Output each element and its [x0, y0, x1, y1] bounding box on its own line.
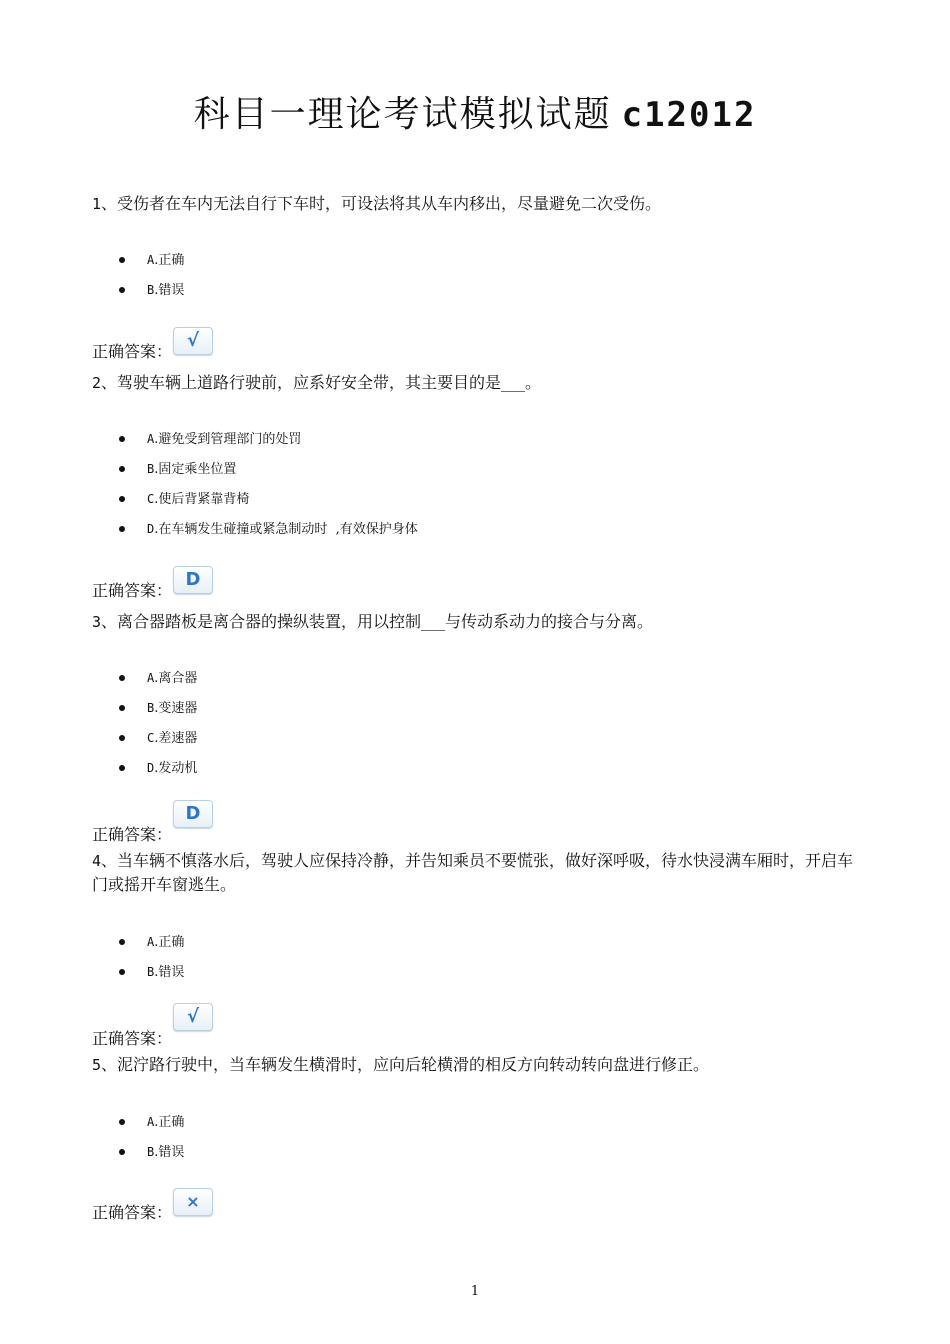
option-letter: B [147, 462, 155, 476]
question-2 [92, 371, 857, 395]
option-text: .正确 [154, 935, 185, 950]
bullet-icon [119, 436, 125, 442]
option-letter: C [147, 731, 155, 745]
bullet-icon [119, 526, 125, 532]
option-text: .差速器 [154, 731, 198, 746]
answer-label: 正确答案： [92, 1203, 173, 1222]
option-d [147, 759, 197, 778]
question-5 [92, 1053, 857, 1077]
page-number: 1 [470, 1284, 480, 1299]
page-title [0, 86, 950, 137]
option-c [147, 729, 197, 748]
title-text: 科目一理论考试模拟试题 [193, 94, 612, 135]
bullet-icon [119, 969, 125, 975]
option-a [147, 933, 184, 952]
bullet-icon [119, 765, 125, 771]
bullet-icon [119, 496, 125, 502]
bullet-icon [119, 1119, 125, 1125]
option-text: .错误 [154, 1145, 185, 1160]
bullet-icon [119, 939, 125, 945]
option-b [147, 281, 184, 300]
bullet-icon [119, 466, 125, 472]
option-text: .错误 [154, 965, 185, 980]
letter-d-icon: D [173, 566, 213, 594]
option-letter: A [147, 671, 155, 685]
bullet-icon [119, 1149, 125, 1155]
option-letter: C [147, 492, 155, 506]
option-letter: B [147, 283, 155, 297]
option-text: .变速器 [154, 701, 198, 716]
bullet-icon [119, 287, 125, 293]
option-text: .固定乘坐位置 [154, 462, 237, 477]
check-icon: √ [173, 1003, 213, 1031]
bullet-icon [119, 705, 125, 711]
question-text: 、驾驶车辆上道路行驶前，应系好安全带，其主要目的是___。 [101, 373, 542, 392]
check-icon: √ [173, 327, 213, 355]
option-a [147, 1113, 184, 1132]
option-b [147, 699, 197, 718]
option-letter: B [147, 701, 155, 715]
option-a [147, 669, 197, 688]
option-letter: B [147, 1145, 155, 1159]
option-text: .发动机 [154, 761, 198, 776]
question-3 [92, 610, 857, 634]
title-code: c12012 [621, 95, 757, 135]
option-letter: B [147, 965, 155, 979]
option-letter: A [147, 253, 155, 267]
option-text: .使后背紧靠背椅 [154, 492, 250, 507]
question-text: 、离合器踏板是离合器的操纵装置，用以控制___与传动系动力的接合与分离。 [101, 612, 654, 631]
option-a [147, 430, 301, 449]
answer-label: 正确答案： [92, 581, 173, 600]
option-text: .离合器 [154, 671, 198, 686]
question-text: 、泥泞路行驶中，当车辆发生横滑时，应向后轮横滑的相反方向转动转向盘进行修正。 [101, 1055, 710, 1074]
bullet-icon [119, 257, 125, 263]
question-text: 、当车辆不慎落水后，驾驶人应保持冷静，并告知乘员不要慌张，做好深呼吸，待水快浸满车厢时，开启车门或摇开车窗逃生。 [92, 851, 854, 894]
option-b [147, 963, 184, 982]
question-number: 4 [92, 852, 102, 870]
option-letter: A [147, 432, 155, 446]
option-text: .正确 [154, 1115, 185, 1130]
question-number: 1 [92, 195, 102, 213]
question-text: 、受伤者在车内无法自行下车时，可设法将其从车内移出，尽量避免二次受伤。 [101, 194, 662, 213]
question-number: 2 [92, 374, 102, 392]
option-text: .错误 [154, 283, 185, 298]
option-b [147, 1143, 184, 1162]
bullet-icon [119, 675, 125, 681]
option-c [147, 490, 249, 509]
option-text: .正确 [154, 253, 185, 268]
option-text: .在车辆发生碰撞或紧急制动时 ,有效保护身体 [154, 522, 418, 537]
option-d [147, 520, 418, 539]
answer-label: 正确答案： [92, 342, 173, 361]
option-letter: A [147, 935, 155, 949]
question-4 [92, 849, 857, 897]
option-b [147, 460, 236, 479]
option-letter: D [147, 761, 155, 775]
letter-d-icon: D [173, 800, 213, 828]
option-letter: A [147, 1115, 155, 1129]
question-number: 3 [92, 613, 102, 631]
option-letter: D [147, 522, 155, 536]
answer-label: 正确答案： [92, 825, 173, 844]
option-text: .避免受到管理部门的处罚 [154, 432, 302, 447]
question-1 [92, 192, 857, 216]
question-number: 5 [92, 1056, 102, 1074]
cross-icon: × [173, 1188, 213, 1216]
answer-label: 正确答案： [92, 1029, 173, 1048]
bullet-icon [119, 735, 125, 741]
option-a [147, 251, 184, 270]
